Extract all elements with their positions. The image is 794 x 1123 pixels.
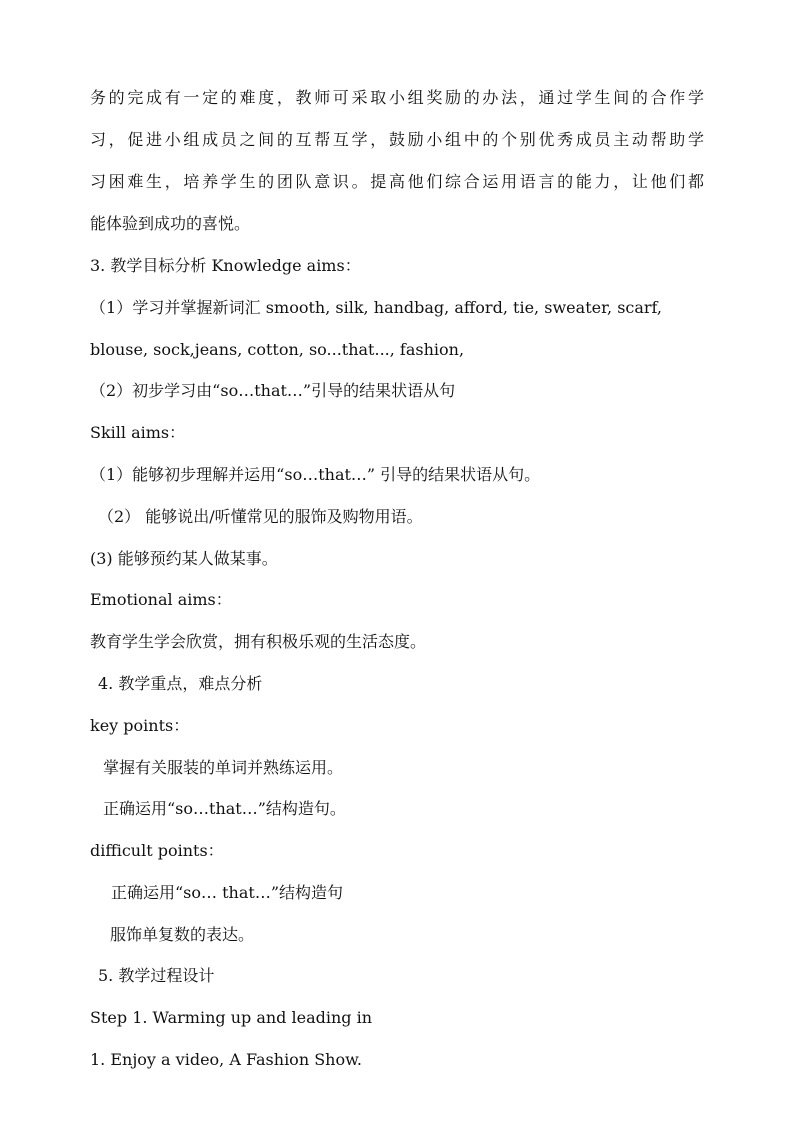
knowledge-item-1-line-1: （1）学习并掌握新词汇 smooth, silk, handbag, afford, tie, sweater, scarf,	[90, 298, 662, 317]
difficult-point-item-2: 服饰单复数的表达。	[110, 925, 255, 944]
knowledge-item-1-line-2: blouse, sock,jeans, cotton, so...that..., fashion,	[90, 340, 465, 359]
knowledge-item-2: （2）初步学习由“so…that…”引导的结果状语从句	[90, 381, 456, 400]
key-point-item-2: 正确运用“so…that…”结构造句。	[103, 799, 346, 818]
difficult-points-heading: difficult points：	[90, 841, 224, 860]
intro-paragraph-line-4: 能体验到成功的喜悦。	[90, 214, 251, 233]
key-points-heading: key points：	[90, 716, 190, 735]
emotional-aims-text: 教育学生学会欣赏，拥有积极乐观的生活态度。	[90, 632, 427, 651]
section-3-heading: 3. 教学目标分析 Knowledge aims：	[90, 256, 361, 275]
skill-item-2: （2） 能够说出/听懂常见的服饰及购物用语。	[98, 507, 423, 526]
step-1-item-1: 1. Enjoy a video, A Fashion Show.	[90, 1050, 362, 1069]
skill-aims-heading: Skill aims：	[90, 423, 186, 442]
intro-paragraph-line-1: 务的完成有一定的难度，教师可采取小组奖励的办法，通过学生间的合作学	[90, 88, 704, 107]
difficult-point-item-1: 正确运用“so… that…”结构造句	[111, 883, 343, 902]
skill-item-3: (3) 能够预约某人做某事。	[90, 549, 278, 568]
key-point-item-1: 掌握有关服装的单词并熟练运用。	[103, 758, 344, 777]
section-4-heading: 4. 教学重点，难点分析	[98, 674, 263, 693]
emotional-aims-heading: Emotional aims：	[90, 590, 232, 609]
skill-item-1: （1）能够初步理解并运用“so…that…” 引导的结果状语从句。	[90, 465, 541, 484]
step-1-heading: Step 1. Warming up and leading in	[90, 1008, 373, 1027]
intro-paragraph-line-2: 习，促进小组成员之间的互帮互学，鼓励小组中的个别优秀成员主动帮助学	[90, 130, 704, 149]
section-5-heading: 5. 教学过程设计	[98, 966, 215, 985]
intro-paragraph-line-3: 习困难生，培养学生的团队意识。提高他们综合运用语言的能力，让他们都	[90, 172, 704, 191]
